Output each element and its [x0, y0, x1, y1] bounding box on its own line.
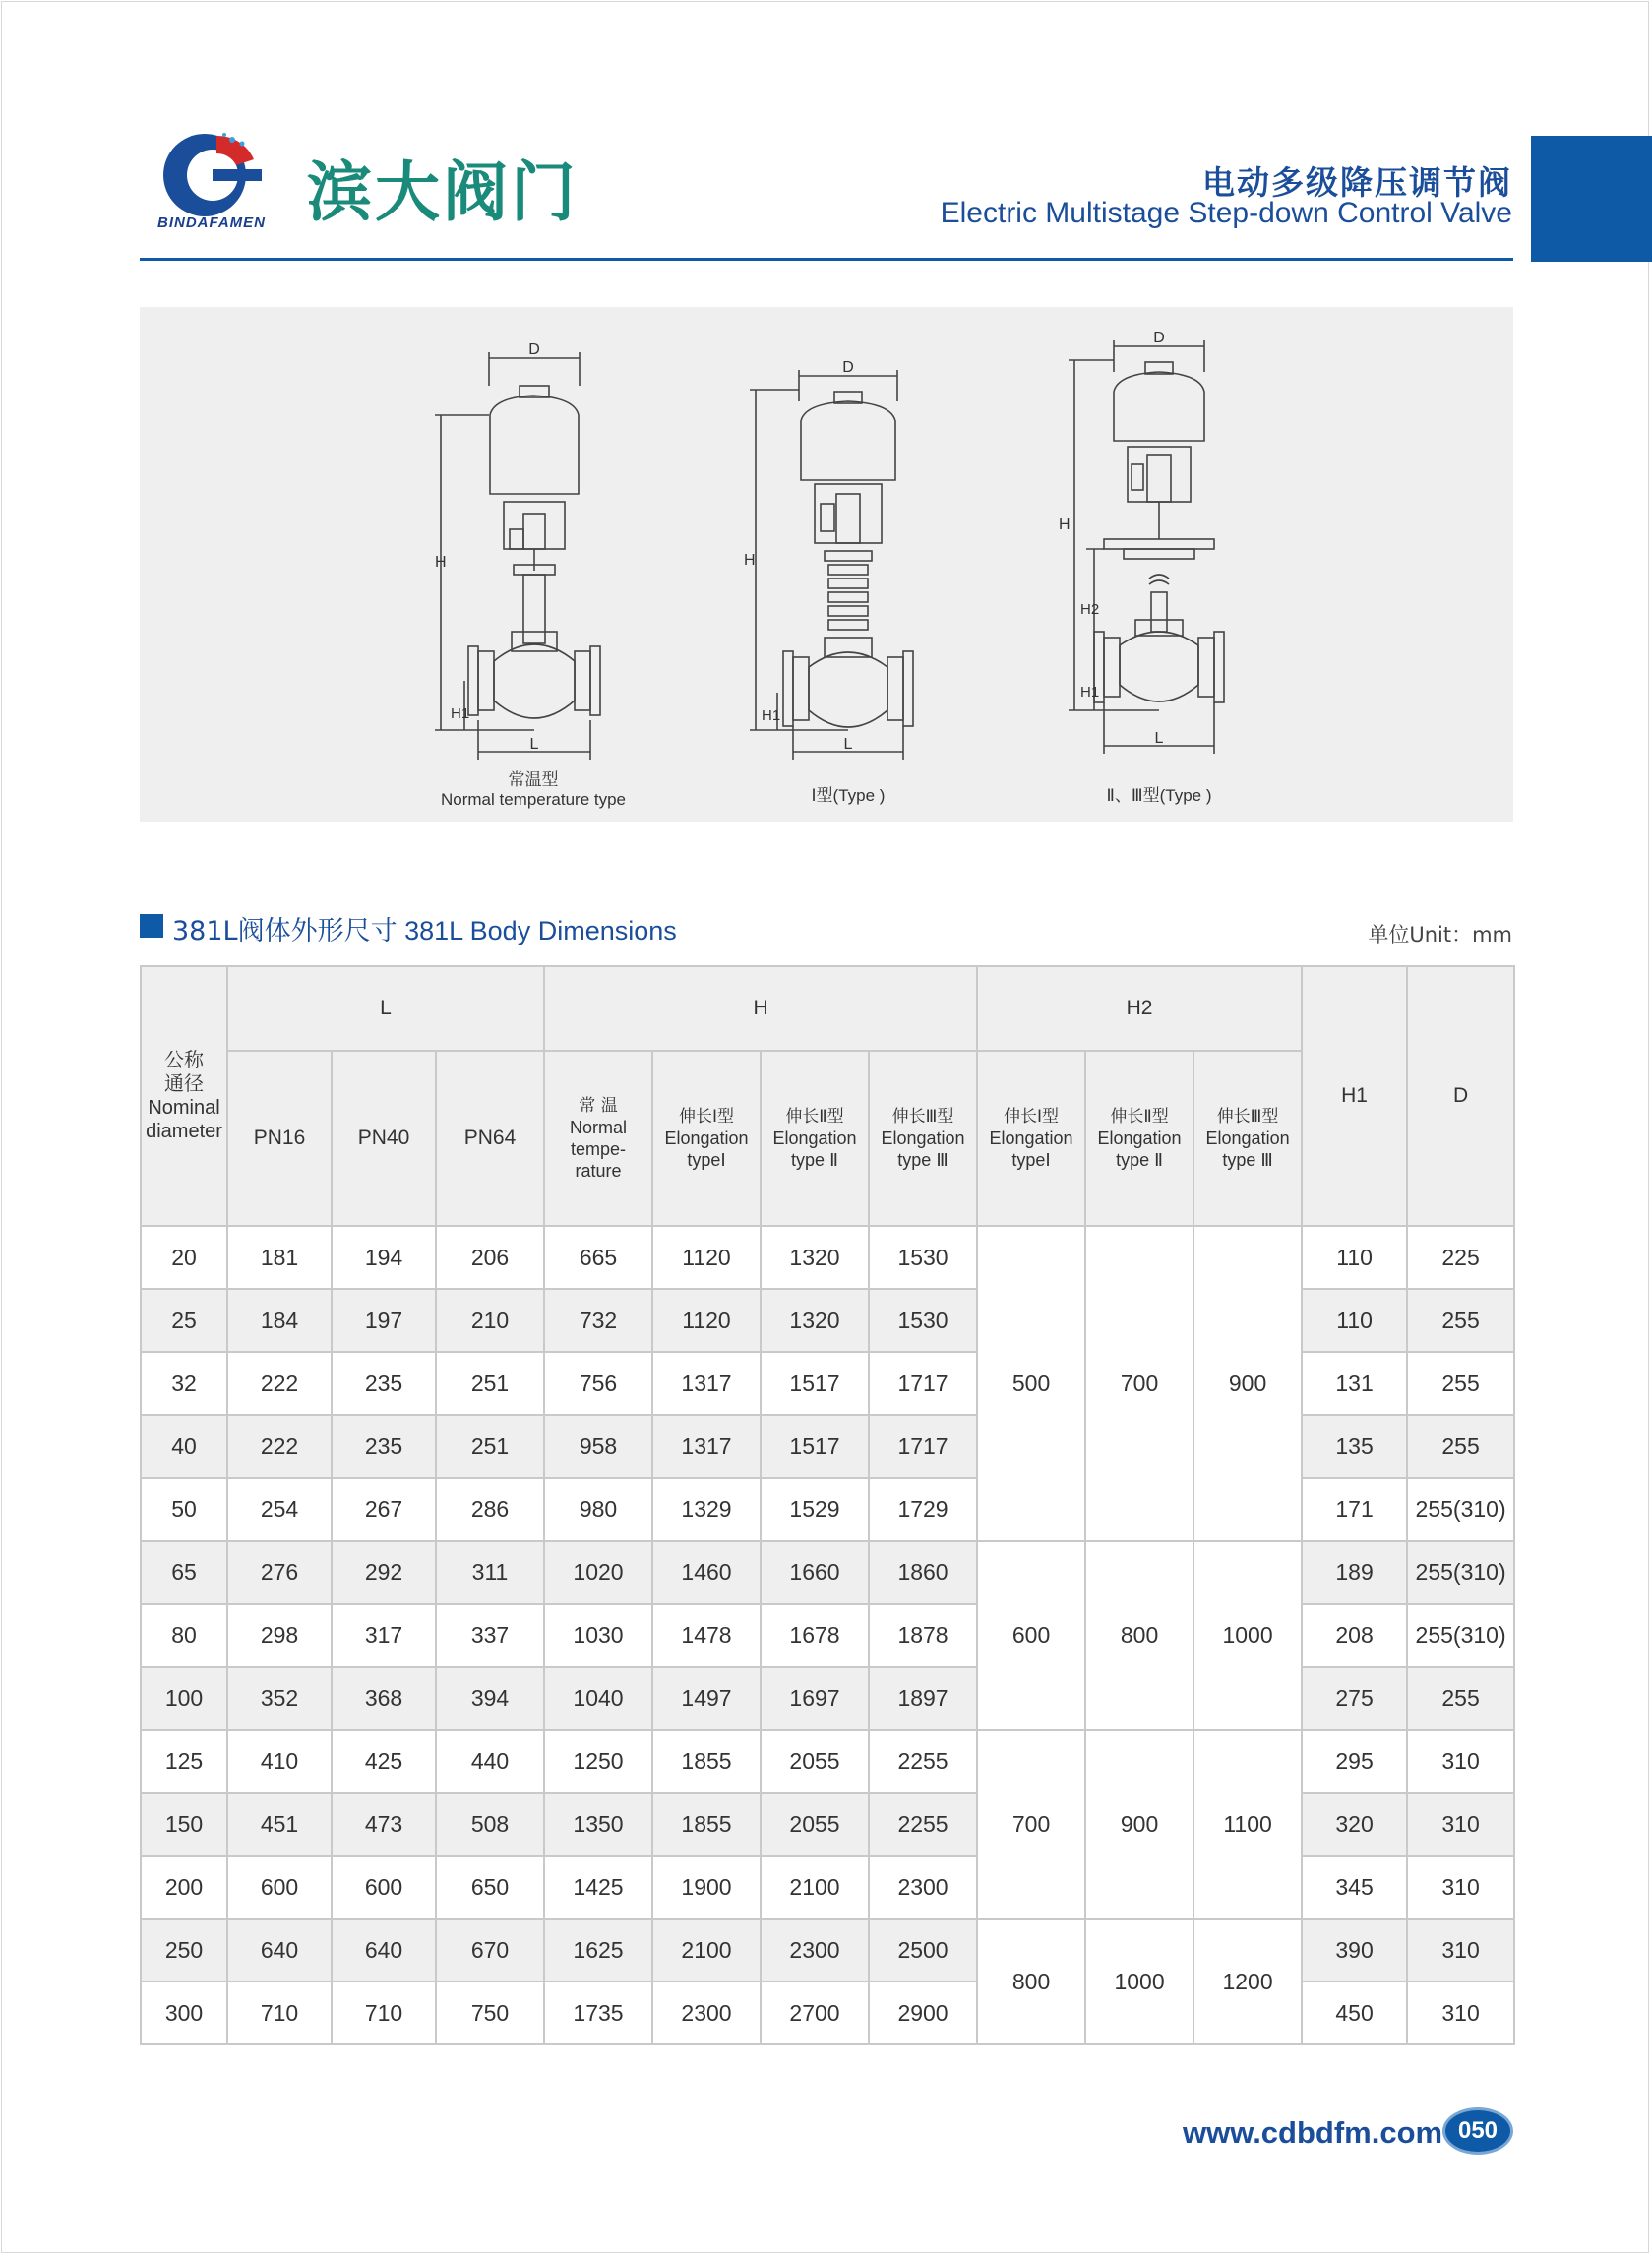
table-row: [141, 1415, 1514, 1478]
cell-h-e3: 2500: [869, 1919, 977, 1982]
table-row: [141, 1541, 1514, 1604]
header-h-elong2: [761, 1051, 869, 1226]
cell-pn40: 197: [332, 1289, 436, 1352]
cell-pn64: 311: [436, 1541, 544, 1604]
page-title-cn: 电动多级降压调节阀: [1202, 163, 1512, 202]
cell-h-e2: 1320: [761, 1289, 869, 1352]
header-nominal-diameter: [141, 966, 227, 1226]
elong-en: Elongation: [881, 1128, 965, 1148]
cell-h-e3: 1878: [869, 1604, 977, 1667]
section-marker: [140, 914, 163, 938]
cell-d: 255: [1407, 1415, 1514, 1478]
valve-drawing-type2-3: [1059, 330, 1224, 754]
header-h2-elong2: [1085, 1051, 1193, 1226]
table-row: [141, 1667, 1514, 1730]
header-pn16: PN16: [227, 1051, 332, 1226]
elong-en: Elongation: [772, 1128, 857, 1148]
cell-dn: 125: [141, 1730, 227, 1793]
normal-en-3: rature: [575, 1161, 622, 1181]
cell-d: 225: [1407, 1226, 1514, 1289]
cell-h1: 390: [1302, 1919, 1407, 1982]
cell-dn: 100: [141, 1667, 227, 1730]
header-group-h2: H2: [977, 966, 1302, 1051]
header-pn64: PN64: [436, 1051, 544, 1226]
elong-en: Elongation: [664, 1128, 749, 1148]
cell-dn: 40: [141, 1415, 227, 1478]
caption-normal-en: Normal temperature type: [440, 790, 627, 809]
cell-h-normal: 1040: [544, 1667, 652, 1730]
cell-h-e1: 1120: [652, 1226, 761, 1289]
elong2-cn: 伸长Ⅱ型: [1110, 1107, 1169, 1127]
cell-pn64: 750: [436, 1982, 544, 2044]
cell-h2-e3: 1200: [1193, 1919, 1302, 2044]
type3-label: type Ⅲ: [897, 1150, 948, 1170]
cell-h-e1: 1120: [652, 1289, 761, 1352]
cell-h-e1: 1317: [652, 1352, 761, 1415]
dim-label-d: D: [528, 341, 540, 358]
cell-pn16: 276: [227, 1541, 332, 1604]
cell-h-e2: 1697: [761, 1667, 869, 1730]
cell-pn64: 394: [436, 1667, 544, 1730]
cell-h-e3: 2900: [869, 1982, 977, 2044]
cell-h-e1: 1478: [652, 1604, 761, 1667]
cell-h-e2: 1660: [761, 1541, 869, 1604]
cell-h-normal: 980: [544, 1478, 652, 1541]
cell-h-e3: 1530: [869, 1226, 977, 1289]
cell-pn40: 368: [332, 1667, 436, 1730]
dim-label-h1: H1: [451, 705, 470, 722]
cell-h1: 450: [1302, 1982, 1407, 2044]
cell-h2-e1: 500: [977, 1226, 1085, 1541]
cell-h-e3: 2255: [869, 1793, 977, 1856]
cell-h1: 208: [1302, 1604, 1407, 1667]
cell-h2-e3: 1000: [1193, 1541, 1302, 1730]
cell-pn40: 292: [332, 1541, 436, 1604]
caption-type1: Ⅰ型(Type ): [811, 786, 886, 805]
cell-dn: 20: [141, 1226, 227, 1289]
header-h-elong3: [869, 1051, 977, 1226]
section-title-en: 381L Body Dimensions: [404, 916, 677, 945]
valve-drawing-normal: [435, 341, 600, 760]
header-h-elong1: [652, 1051, 761, 1226]
table-body: [141, 1226, 1514, 2044]
header-group-h: H: [544, 966, 977, 1051]
cell-h1: 131: [1302, 1352, 1407, 1415]
cell-h-normal: 732: [544, 1289, 652, 1352]
cell-h-normal: 756: [544, 1352, 652, 1415]
cell-dn: 150: [141, 1793, 227, 1856]
cell-dn: 65: [141, 1541, 227, 1604]
cell-h-normal: 1030: [544, 1604, 652, 1667]
cell-pn40: 710: [332, 1982, 436, 2044]
cell-d: 255: [1407, 1352, 1514, 1415]
cell-h-e3: 1860: [869, 1541, 977, 1604]
cell-d: 310: [1407, 1856, 1514, 1919]
dim-label-d: D: [1153, 330, 1165, 346]
cell-pn16: 181: [227, 1226, 332, 1289]
cell-pn64: 286: [436, 1478, 544, 1541]
elong3-cn: 伸长Ⅲ型: [891, 1107, 954, 1127]
cell-h-e3: 1897: [869, 1667, 977, 1730]
cell-h2-e1: 600: [977, 1541, 1085, 1730]
cell-pn16: 710: [227, 1982, 332, 2044]
cell-h-e3: 2255: [869, 1730, 977, 1793]
cell-h1: 171: [1302, 1478, 1407, 1541]
cell-h-normal: 1625: [544, 1919, 652, 1982]
cell-pn40: 194: [332, 1226, 436, 1289]
cell-pn40: 235: [332, 1352, 436, 1415]
table-row: [141, 1289, 1514, 1352]
cell-d: 255(310): [1407, 1478, 1514, 1541]
cell-pn64: 251: [436, 1415, 544, 1478]
cell-dn: 50: [141, 1478, 227, 1541]
valve-drawings: [140, 307, 1513, 822]
cell-h1: 135: [1302, 1415, 1407, 1478]
cell-h2-e2: 800: [1085, 1541, 1193, 1730]
cell-d: 255: [1407, 1289, 1514, 1352]
page-title-en: Electric Multistage Step-down Control Valve: [940, 197, 1512, 229]
cell-pn16: 298: [227, 1604, 332, 1667]
cell-h1: 110: [1302, 1226, 1407, 1289]
cell-dn: 25: [141, 1289, 227, 1352]
cell-pn64: 337: [436, 1604, 544, 1667]
elong1-cn: 伸长Ⅰ型: [1004, 1107, 1060, 1127]
elong-en: Elongation: [1205, 1128, 1290, 1148]
elong-en: Elongation: [1097, 1128, 1182, 1148]
cell-h-normal: 1020: [544, 1541, 652, 1604]
cell-pn64: 670: [436, 1919, 544, 1982]
cell-h-e2: 2055: [761, 1730, 869, 1793]
cell-d: 310: [1407, 1919, 1514, 1982]
cell-h2-e2: 900: [1085, 1730, 1193, 1919]
normal-en-1: Normal: [569, 1118, 627, 1137]
dimensions-table: [140, 965, 1515, 2045]
elong-en: Elongation: [989, 1128, 1073, 1148]
cell-h-e2: 1678: [761, 1604, 869, 1667]
dim-label-l: L: [843, 736, 853, 753]
table-row: [141, 1730, 1514, 1793]
nominal-en-2: diameter: [146, 1121, 222, 1142]
cell-h-e3: 1717: [869, 1415, 977, 1478]
table-row: [141, 1793, 1514, 1856]
cell-d: 255(310): [1407, 1541, 1514, 1604]
cell-h-e3: 1530: [869, 1289, 977, 1352]
cell-d: 255(310): [1407, 1604, 1514, 1667]
cell-h1: 189: [1302, 1541, 1407, 1604]
cell-h-e1: 2100: [652, 1919, 761, 1982]
type1-label: typeⅠ: [687, 1150, 726, 1170]
header-divider: [140, 258, 1513, 261]
header-h2-elong1: [977, 1051, 1085, 1226]
caption-normal: [405, 765, 661, 810]
cell-h-normal: 1425: [544, 1856, 652, 1919]
section-title: [172, 909, 677, 947]
cell-pn16: 410: [227, 1730, 332, 1793]
cell-h-normal: 1735: [544, 1982, 652, 2044]
cell-d: 310: [1407, 1793, 1514, 1856]
normal-en-2: tempe-: [570, 1139, 627, 1159]
cell-pn16: 640: [227, 1919, 332, 1982]
cell-dn: 250: [141, 1919, 227, 1982]
table-row: [141, 1352, 1514, 1415]
header-h1: H1: [1302, 966, 1407, 1226]
cell-dn: 32: [141, 1352, 227, 1415]
cell-d: 255: [1407, 1667, 1514, 1730]
dim-label-h: H: [744, 552, 756, 569]
elong3-cn: 伸长Ⅲ型: [1216, 1107, 1279, 1127]
dim-label-h2: H2: [1080, 601, 1100, 618]
cell-h-e2: 2055: [761, 1793, 869, 1856]
side-tab: [1531, 136, 1652, 262]
cell-h-e3: 2300: [869, 1856, 977, 1919]
cell-pn16: 184: [227, 1289, 332, 1352]
cell-h2-e1: 800: [977, 1919, 1085, 2044]
elong1-cn: 伸长Ⅰ型: [678, 1107, 734, 1127]
cell-h-e1: 1855: [652, 1793, 761, 1856]
cell-h-normal: 1250: [544, 1730, 652, 1793]
cell-h-e2: 1517: [761, 1415, 869, 1478]
cell-h2-e1: 700: [977, 1730, 1085, 1919]
cell-h-e2: 1529: [761, 1478, 869, 1541]
cell-h2-e2: 700: [1085, 1226, 1193, 1541]
caption-type2-3: Ⅱ、Ⅲ型(Type ): [1106, 786, 1212, 805]
dim-label-d: D: [842, 359, 854, 376]
cell-pn64: 210: [436, 1289, 544, 1352]
cell-pn40: 600: [332, 1856, 436, 1919]
cell-dn: 200: [141, 1856, 227, 1919]
cell-pn64: 251: [436, 1352, 544, 1415]
dim-label-l: L: [529, 736, 539, 753]
table-row: [141, 1478, 1514, 1541]
type1-label: typeⅠ: [1011, 1150, 1051, 1170]
cell-pn40: 425: [332, 1730, 436, 1793]
nominal-cn-1: 公称: [164, 1050, 204, 1071]
cell-pn64: 508: [436, 1793, 544, 1856]
nominal-en-1: Nominal: [148, 1097, 220, 1119]
cell-pn64: 206: [436, 1226, 544, 1289]
cell-pn16: 254: [227, 1478, 332, 1541]
table-row: [141, 1856, 1514, 1919]
cell-h1: 275: [1302, 1667, 1407, 1730]
cell-dn: 300: [141, 1982, 227, 2044]
cell-h1: 320: [1302, 1793, 1407, 1856]
cell-pn16: 600: [227, 1856, 332, 1919]
cell-h-e2: 2100: [761, 1856, 869, 1919]
caption-normal-cn: 常温型: [508, 770, 559, 789]
website-link[interactable]: www.cdbdfm.com: [1183, 2115, 1443, 2150]
cell-h-e1: 1317: [652, 1415, 761, 1478]
cell-pn64: 440: [436, 1730, 544, 1793]
cell-pn16: 222: [227, 1352, 332, 1415]
elong2-cn: 伸长Ⅱ型: [785, 1107, 844, 1127]
cell-h-e1: 2300: [652, 1982, 761, 2044]
nominal-cn-2: 通径: [164, 1073, 204, 1095]
cell-pn40: 640: [332, 1919, 436, 1982]
cell-h1: 345: [1302, 1856, 1407, 1919]
cell-h-e2: 1320: [761, 1226, 869, 1289]
cell-h-e3: 1729: [869, 1478, 977, 1541]
cell-d: 310: [1407, 1730, 1514, 1793]
cell-h-e2: 1517: [761, 1352, 869, 1415]
cell-pn16: 222: [227, 1415, 332, 1478]
cell-h-e1: 1497: [652, 1667, 761, 1730]
cell-h-e3: 1717: [869, 1352, 977, 1415]
header-h2-elong3: [1193, 1051, 1302, 1226]
type3-label: type Ⅲ: [1222, 1150, 1273, 1170]
cell-pn16: 352: [227, 1667, 332, 1730]
cell-h-e1: 1329: [652, 1478, 761, 1541]
cell-pn40: 235: [332, 1415, 436, 1478]
cell-pn64: 650: [436, 1856, 544, 1919]
cell-h-e1: 1900: [652, 1856, 761, 1919]
normal-cn: 常 温: [579, 1096, 618, 1116]
cell-pn40: 317: [332, 1604, 436, 1667]
cell-d: 310: [1407, 1982, 1514, 2044]
cell-h-e1: 1460: [652, 1541, 761, 1604]
header-d: D: [1407, 966, 1514, 1226]
dim-label-h1: H1: [762, 707, 781, 724]
header-h-normal: [544, 1051, 652, 1226]
table-row: [141, 1604, 1514, 1667]
cell-h-e1: 1855: [652, 1730, 761, 1793]
table-row: [141, 1982, 1514, 2044]
section-title-cn: 381L阀体外形尺寸: [172, 916, 398, 946]
page-number-badge: 050: [1442, 2107, 1513, 2155]
type2-label: type Ⅱ: [1116, 1150, 1163, 1170]
brand-name: 滨大阀门: [307, 154, 579, 230]
cell-h-normal: 1350: [544, 1793, 652, 1856]
table-row: [141, 1226, 1514, 1289]
header-group-l: L: [227, 966, 544, 1051]
cell-pn40: 267: [332, 1478, 436, 1541]
dim-label-h1: H1: [1080, 684, 1100, 701]
cell-h-e2: 2300: [761, 1919, 869, 1982]
header-pn40: PN40: [332, 1051, 436, 1226]
cell-h2-e3: 900: [1193, 1226, 1302, 1541]
cell-pn40: 473: [332, 1793, 436, 1856]
unit-label: 单位Unit：mm: [1368, 923, 1512, 946]
table-row: [141, 1919, 1514, 1982]
logo-subtext: BINDAFAMEN: [157, 214, 266, 231]
cell-dn: 80: [141, 1604, 227, 1667]
cell-h-normal: 665: [544, 1226, 652, 1289]
cell-pn16: 451: [227, 1793, 332, 1856]
cell-h2-e3: 1100: [1193, 1730, 1302, 1919]
cell-h-e2: 2700: [761, 1982, 869, 2044]
valve-drawing-type1: [744, 359, 913, 760]
cell-h-normal: 958: [544, 1415, 652, 1478]
cell-h2-e2: 1000: [1085, 1919, 1193, 2044]
dim-label-l: L: [1154, 730, 1164, 747]
dim-label-h: H: [1059, 517, 1071, 533]
dim-label-h: H: [435, 554, 447, 571]
cell-h1: 110: [1302, 1289, 1407, 1352]
cell-h1: 295: [1302, 1730, 1407, 1793]
type2-label: type Ⅱ: [791, 1150, 838, 1170]
